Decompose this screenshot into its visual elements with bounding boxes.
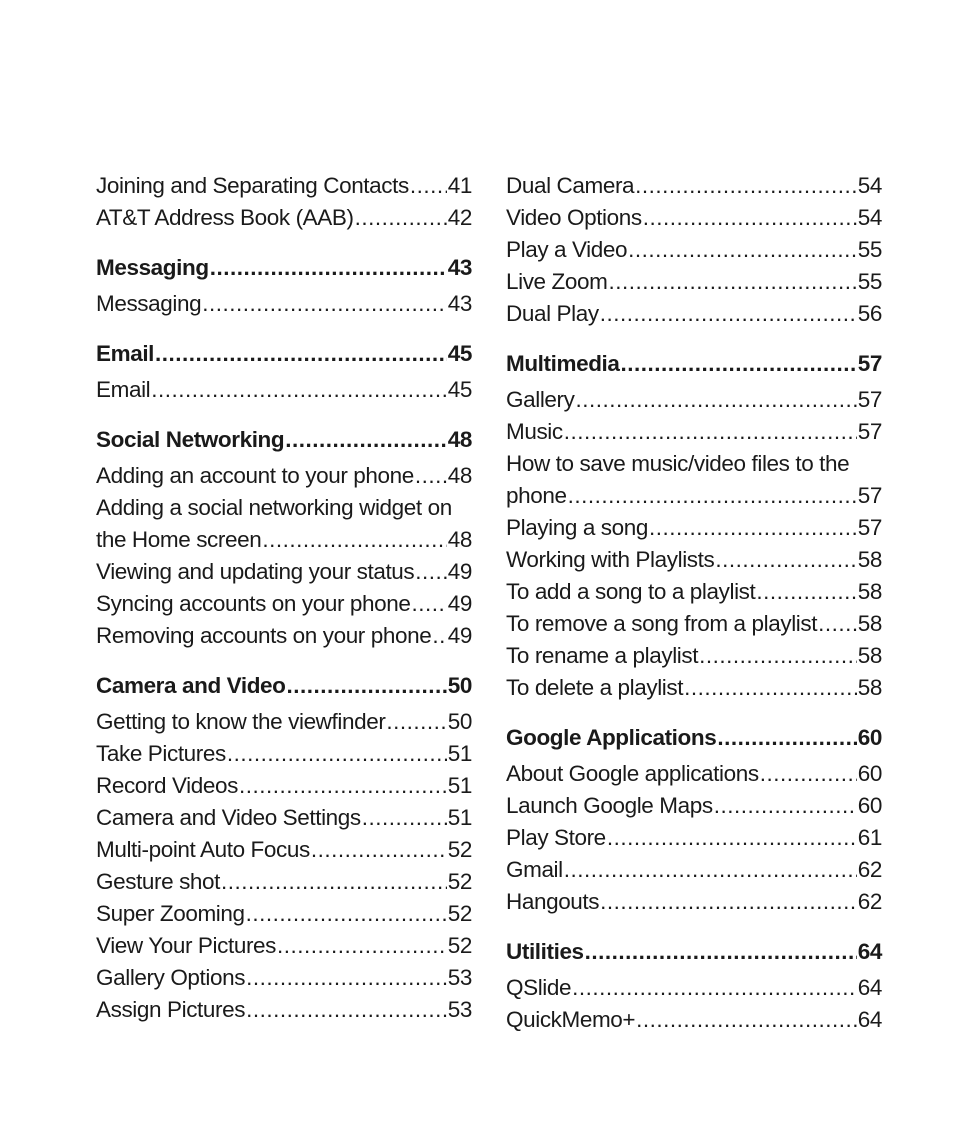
toc-entry-title: View Your Pictures xyxy=(96,933,276,958)
toc-page-number: 42 xyxy=(447,205,472,230)
toc-entry-title: About Google applications xyxy=(506,761,759,786)
toc-entry-title: Gallery xyxy=(506,387,575,412)
toc-leader-dots xyxy=(756,576,856,608)
toc-entry-title: Utilities xyxy=(506,939,584,964)
toc-entry xyxy=(506,672,882,704)
toc-entry xyxy=(96,770,472,802)
toc-leader-dots xyxy=(564,416,857,448)
toc-leader-dots xyxy=(411,588,446,620)
toc-entry-title: Getting to know the viewfinder xyxy=(96,709,386,734)
toc-entry xyxy=(96,170,472,202)
toc-leader-dots xyxy=(221,866,447,898)
toc-leader-dots xyxy=(432,620,446,652)
toc-leader-dots xyxy=(311,834,447,866)
toc-leader-dots xyxy=(355,202,447,234)
toc-leader-dots xyxy=(621,348,857,380)
toc-entry xyxy=(96,802,472,834)
toc-entry-title: Playing a song xyxy=(506,515,649,540)
toc-entry-title: Email xyxy=(96,341,155,366)
toc-entry xyxy=(506,170,882,202)
toc-leader-dots xyxy=(760,758,857,790)
toc-entry xyxy=(506,234,882,266)
toc-leader-dots xyxy=(277,930,447,962)
toc-entry xyxy=(96,866,472,898)
toc-entry xyxy=(506,608,882,640)
toc-page-number: 43 xyxy=(447,255,472,280)
toc-entry-title: Viewing and updating your status xyxy=(96,559,415,584)
toc-leader-dots xyxy=(684,672,857,704)
toc-entry-title: Messaging xyxy=(96,291,202,316)
toc-page-number: 58 xyxy=(857,547,882,572)
toc-page-number: 57 xyxy=(857,351,882,376)
toc-entry xyxy=(506,298,882,330)
toc-entry-title: Gesture shot xyxy=(96,869,221,894)
toc-page-number: 55 xyxy=(857,237,882,262)
toc-page-number: 58 xyxy=(857,579,882,604)
toc-section-heading xyxy=(96,424,472,456)
toc-entry-title: Record Videos xyxy=(96,773,238,798)
toc-page-number: 58 xyxy=(857,643,882,668)
toc-section-heading xyxy=(96,670,472,702)
toc-page-number: 54 xyxy=(857,205,882,230)
toc-entry xyxy=(506,202,882,234)
toc-entry-title: Working with Playlists xyxy=(506,547,715,572)
toc-entry xyxy=(96,930,472,962)
toc-entry-title: Email xyxy=(96,377,151,402)
toc-entry-title: Messaging xyxy=(96,255,209,280)
toc-leader-dots xyxy=(287,670,447,702)
toc-entry xyxy=(506,416,882,448)
toc-entry-title: Social Networking xyxy=(96,427,285,452)
toc-leader-dots xyxy=(410,170,447,202)
toc-leader-dots xyxy=(227,738,447,770)
toc-leader-dots xyxy=(415,556,447,588)
toc-entry-title: Adding an account to your phone xyxy=(96,463,414,488)
toc-leader-dots xyxy=(362,802,447,834)
toc-entry-title: Launch Google Maps xyxy=(506,793,713,818)
toc-page-number: 45 xyxy=(447,377,472,402)
toc-page-number: 64 xyxy=(857,1007,882,1032)
toc-entry xyxy=(506,790,882,822)
toc-page-number: 51 xyxy=(447,773,472,798)
toc-page-number: 62 xyxy=(857,889,882,914)
toc-leader-dots xyxy=(564,854,857,886)
toc-page-number: 57 xyxy=(857,483,882,508)
toc-page-number: 53 xyxy=(447,965,472,990)
toc-entry-title: phone xyxy=(506,483,567,508)
toc-entry-title: Gallery Options xyxy=(96,965,246,990)
toc-entry xyxy=(506,266,882,298)
toc-entry-title: Google Applications xyxy=(506,725,717,750)
toc-entry xyxy=(506,886,882,918)
toc-leader-dots xyxy=(635,170,857,202)
toc-entry xyxy=(506,448,882,480)
toc-page-number: 58 xyxy=(857,675,882,700)
toc-leader-dots xyxy=(415,460,447,492)
toc-page-number: 64 xyxy=(857,975,882,1000)
toc-leader-dots xyxy=(572,972,857,1004)
toc-leader-dots xyxy=(715,544,856,576)
toc-page-number: 55 xyxy=(857,269,882,294)
toc-entry xyxy=(96,738,472,770)
toc-page-number: 50 xyxy=(447,673,472,698)
toc-entry-title: Dual Camera xyxy=(506,173,635,198)
toc-column-right xyxy=(506,170,882,1036)
toc-page-number: 60 xyxy=(857,725,882,750)
toc-entry xyxy=(96,588,472,620)
toc-section-heading xyxy=(96,338,472,370)
toc-section-heading xyxy=(506,936,882,968)
toc-page-number: 62 xyxy=(857,857,882,882)
toc-leader-dots xyxy=(714,790,857,822)
toc-entry xyxy=(506,972,882,1004)
toc-page-number: 48 xyxy=(447,427,472,452)
toc-entry-title: QuickMemo+ xyxy=(506,1007,636,1032)
toc-entry-title: To rename a playlist xyxy=(506,643,699,668)
toc-entry xyxy=(506,1004,882,1036)
toc-page-number: 54 xyxy=(857,173,882,198)
toc-leader-dots xyxy=(210,252,447,284)
toc-entry-title: Assign Pictures xyxy=(96,997,246,1022)
toc-entry xyxy=(96,288,472,320)
toc-entry xyxy=(506,758,882,790)
toc-entry-title: Live Zoom xyxy=(506,269,608,294)
toc-entry xyxy=(96,202,472,234)
toc-leader-dots xyxy=(155,338,447,370)
toc-page-number: 57 xyxy=(857,419,882,444)
toc-leader-dots xyxy=(239,770,447,802)
toc-leader-dots xyxy=(608,266,856,298)
toc-entry-title: Multi-point Auto Focus xyxy=(96,837,310,862)
toc-entry-title: Play Store xyxy=(506,825,606,850)
toc-entry-title: Syncing accounts on your phone xyxy=(96,591,411,616)
toc-entry-title: To delete a playlist xyxy=(506,675,684,700)
toc-entry xyxy=(506,512,882,544)
toc-entry xyxy=(506,576,882,608)
toc-leader-dots xyxy=(151,374,447,406)
toc-page-number: 43 xyxy=(447,291,472,316)
toc-entry-title: Camera and Video Settings xyxy=(96,805,361,830)
toc-leader-dots xyxy=(628,234,857,266)
toc-entry-title: the Home screen xyxy=(96,527,262,552)
toc-page-number: 48 xyxy=(447,463,472,488)
toc-page-number: 52 xyxy=(447,869,472,894)
toc-entry xyxy=(506,480,882,512)
toc-entry-title: AT&T Address Book (AAB) xyxy=(96,205,354,230)
toc-page-number: 60 xyxy=(857,793,882,818)
toc-page-number: 49 xyxy=(447,623,472,648)
toc-leader-dots xyxy=(600,298,857,330)
toc-leader-dots xyxy=(607,822,857,854)
toc-entry xyxy=(96,492,472,524)
toc-entry-title: To add a song to a playlist xyxy=(506,579,756,604)
toc-leader-dots xyxy=(285,424,447,456)
toc-entry xyxy=(96,962,472,994)
toc-leader-dots xyxy=(717,722,856,754)
toc-section-heading xyxy=(506,348,882,380)
toc-entry xyxy=(506,822,882,854)
toc-leader-dots xyxy=(585,936,857,968)
toc-entry-title: Dual Play xyxy=(506,301,599,326)
toc-entry xyxy=(96,898,472,930)
toc-entry xyxy=(506,640,882,672)
toc-leader-dots xyxy=(699,640,857,672)
toc-page-number: 51 xyxy=(447,805,472,830)
toc-entry-title: How to save music/video files to the xyxy=(506,451,850,476)
toc-entry xyxy=(506,384,882,416)
toc-entry xyxy=(96,706,472,738)
toc-leader-dots xyxy=(246,898,447,930)
toc-leader-dots xyxy=(818,608,857,640)
toc-page-number: 56 xyxy=(857,301,882,326)
toc-page-number: 52 xyxy=(447,933,472,958)
toc-entry-title: Play a Video xyxy=(506,237,628,262)
toc-entry xyxy=(506,854,882,886)
toc-entry-title: Take Pictures xyxy=(96,741,226,766)
toc-entry-title: To remove a song from a playlist xyxy=(506,611,818,636)
toc-entry-title: Multimedia xyxy=(506,351,620,376)
toc-entry xyxy=(96,524,472,556)
toc-page-number: 50 xyxy=(447,709,472,734)
toc-entry-title: Super Zooming xyxy=(96,901,245,926)
toc-page-number: 52 xyxy=(447,837,472,862)
toc-column-left xyxy=(96,170,472,1026)
toc-page-number: 53 xyxy=(447,997,472,1022)
toc-leader-dots xyxy=(649,512,857,544)
toc-entry xyxy=(506,544,882,576)
toc-leader-dots xyxy=(568,480,857,512)
toc-page-number: 58 xyxy=(857,611,882,636)
toc-entry-title: Camera and Video xyxy=(96,673,286,698)
toc-entry-title: Music xyxy=(506,419,563,444)
toc-page-number: 57 xyxy=(857,515,882,540)
toc-entry xyxy=(96,994,472,1026)
toc-page-number: 48 xyxy=(447,527,472,552)
toc-page-number: 61 xyxy=(857,825,882,850)
toc-leader-dots xyxy=(643,202,857,234)
toc-page-number: 57 xyxy=(857,387,882,412)
toc-entry-title: Gmail xyxy=(506,857,563,882)
toc-entry-title: QSlide xyxy=(506,975,572,1000)
toc-page-number: 45 xyxy=(447,341,472,366)
toc-entry xyxy=(96,834,472,866)
toc-page-number: 49 xyxy=(447,591,472,616)
toc-leader-dots xyxy=(386,706,446,738)
toc-page-number: 41 xyxy=(447,173,472,198)
toc-entry-title: Joining and Separating Contacts xyxy=(96,173,409,198)
toc-section-heading xyxy=(96,252,472,284)
toc-page-number: 52 xyxy=(447,901,472,926)
toc-section-heading xyxy=(506,722,882,754)
toc-entry-title: Adding a social networking widget on xyxy=(96,495,452,520)
toc-page-number: 64 xyxy=(857,939,882,964)
toc-entry xyxy=(96,620,472,652)
toc-page-number: 49 xyxy=(447,559,472,584)
toc-leader-dots xyxy=(600,886,857,918)
toc-leader-dots xyxy=(262,524,446,556)
toc-leader-dots xyxy=(246,962,447,994)
toc-leader-dots xyxy=(202,288,447,320)
toc-entry xyxy=(96,460,472,492)
toc-leader-dots xyxy=(636,1004,857,1036)
toc-entry-title: Video Options xyxy=(506,205,642,230)
toc-entry xyxy=(96,374,472,406)
toc-page-number: 51 xyxy=(447,741,472,766)
toc-leader-dots xyxy=(246,994,447,1026)
toc-entry xyxy=(96,556,472,588)
toc-entry-title: Hangouts xyxy=(506,889,600,914)
toc-entry-title: Removing accounts on your phone xyxy=(96,623,432,648)
toc-page-number: 60 xyxy=(857,761,882,786)
toc-leader-dots xyxy=(575,384,856,416)
